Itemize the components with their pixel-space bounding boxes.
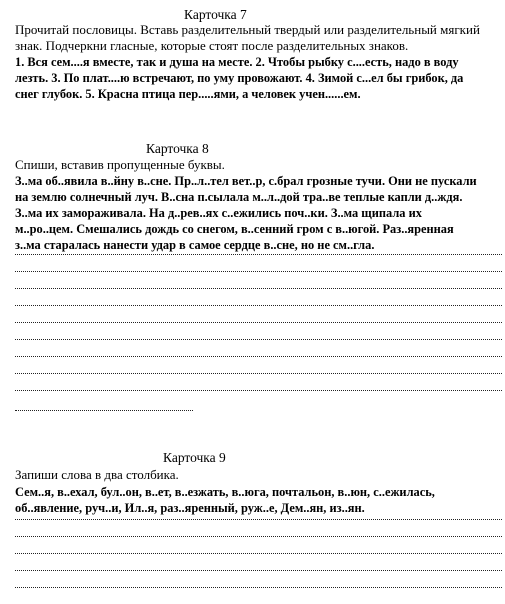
writing-line xyxy=(15,373,502,374)
card9-instruction: Запиши слова в два столбика. xyxy=(15,467,179,482)
card9-text-line-2: об..явление, руч..и, Ил..я, раз..яренный, руж..е, Дем..ян, из..ян. xyxy=(15,501,365,515)
writing-line xyxy=(15,339,502,340)
card8-text-line-1: З..ма об..явила в..йну в..сне. Пр..л..тел вет..р, с.брал грозные тучи. Они не пускали xyxy=(15,174,477,188)
card7-text-line-3: снег глубок. 5. Красна птица пер.....ями, а человек учен......ем. xyxy=(15,87,361,101)
card9-text-line-1: Сем..я, в..ехал, бул..он, в..ет, в..езжать, в..юга, почтальон, в..юн, с..ежилась, xyxy=(15,485,435,499)
card7-title: Карточка 7 xyxy=(184,7,247,22)
card8-text-line-5: з..ма старалась нанести удар в самое сердце в..сне, но не см..гла. xyxy=(15,238,375,252)
card8-instruction: Спиши, вставив пропущенные буквы. xyxy=(15,157,225,172)
writing-line xyxy=(15,536,502,537)
writing-line xyxy=(15,305,502,306)
card7-instruction-line-1: Прочитай пословицы. Вставь разделительный твердый или разделительный мягкий xyxy=(15,22,480,37)
writing-line xyxy=(15,288,502,289)
card7-text-line-1: 1. Вся сем....я вместе, так и душа на месте. 2. Чтобы рыбку с....есть, надо в воду xyxy=(15,55,459,69)
writing-line xyxy=(15,254,502,255)
card7-instruction-line-2: знак. Подчеркни гласные, которые стоят после разделительных знаков. xyxy=(15,38,409,53)
writing-line xyxy=(15,519,502,520)
writing-line xyxy=(15,587,502,588)
card8-text-line-3: З..ма их замораживала. На д..рев..ях с..ежились поч..ки. З..ма щипала их xyxy=(15,206,422,220)
card8-title: Карточка 8 xyxy=(146,141,209,156)
writing-line xyxy=(15,553,502,554)
card8-text-line-4: м..ро..цем. Смешались дождь со снегом, в..сенний гром с в..югой. Раз..яренная xyxy=(15,222,454,236)
writing-line xyxy=(15,390,502,391)
writing-line xyxy=(15,570,502,571)
writing-line-short xyxy=(15,410,193,411)
writing-line xyxy=(15,271,502,272)
card7-text-line-2: лезть. 3. По плат....ю встречают, по уму провожают. 4. Зимой с...ел бы грибок, да xyxy=(15,71,464,85)
card8-text-line-2: на землю солнечный луч. В..сна п.сылала м..л..дой тра..ве теплые капли д..ждя. xyxy=(15,190,463,204)
writing-line xyxy=(15,322,502,323)
writing-line xyxy=(15,356,502,357)
card9-title: Карточка 9 xyxy=(163,450,226,465)
